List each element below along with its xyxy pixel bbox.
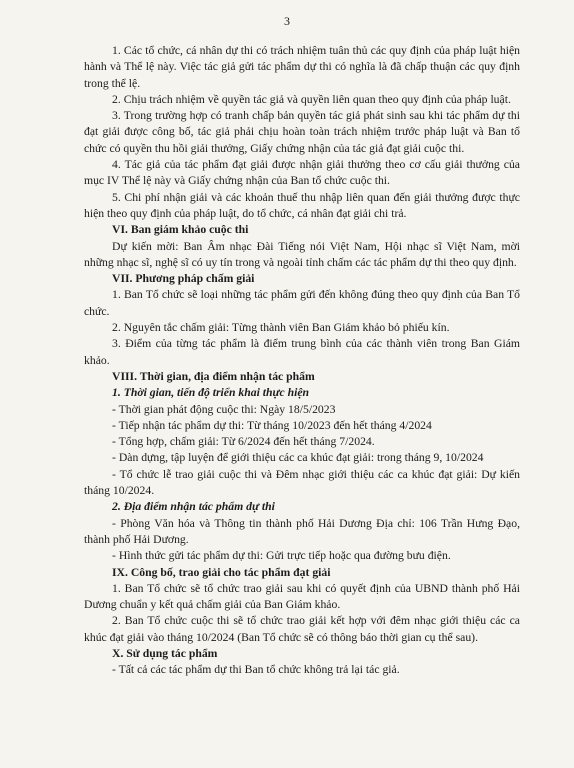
paragraph: - Tổ chức lễ trao giải cuộc thi và Đêm nhạc giới thiệu các ca khúc đạt giải: Dự kiến tháng 10/2024. (84, 467, 520, 498)
section-heading: VII. Phương pháp chấm giải (112, 272, 255, 286)
section-heading: X. Sử dụng tác phẩm (112, 646, 218, 660)
paragraph: 1. Ban Tổ chức sẽ tổ chức trao giải sau khi có quyết định của UBND thành phố Hải Dương chuẩn y kết quả chấm giải của Ban Giám khảo. (84, 581, 520, 612)
paragraph: 2. Chịu trách nhiệm về quyền tác giả và quyền liên quan theo quy định của pháp luật. (112, 92, 511, 106)
paragraph: 3. Điểm của từng tác phẩm là điểm trung bình của các thành viên trong Ban Giám khảo. (84, 337, 520, 367)
paragraph: - Thời gian phát động cuộc thi: Ngày 18/5/2023 (112, 402, 336, 416)
paragraph: Dự kiến mời: Ban Âm nhạc Đài Tiếng nói Việt Nam, Hội nhạc sĩ Việt Nam, mời những nhạc sĩ, nghệ sĩ có uy tín trong và ngoài tỉnh chấm các tác phẩm dự thi theo quy định. (84, 239, 520, 269)
document-body (84, 43, 520, 679)
paragraph: 5. Chi phí nhận giải và các khoản thuế thu nhập liên quan đến giải thưởng được thực hiện theo quy định của pháp luật, do tổ chức, cá nhân đạt giải chi trả. (84, 190, 520, 220)
paragraph: - Tất cả các tác phẩm dự thi Ban tổ chức không trả lại tác giả. (112, 663, 400, 677)
section-heading: VI. Ban giám khảo cuộc thi (112, 223, 249, 237)
section-heading: IX. Công bố, trao giải cho tác phẩm đạt giải (112, 565, 331, 579)
paragraph: - Phòng Văn hóa và Thông tin thành phố Hải Dương Địa chỉ: 106 Trần Hưng Đạo, thành phố Hải Dương. (84, 516, 520, 546)
paragraph: 1. Ban Tổ chức sẽ loại những tác phẩm gửi đến không đúng theo quy định của Ban Tổ chức. (84, 288, 520, 318)
paragraph: 2. Ban Tổ chức cuộc thi sẽ tổ chức trao giải kết hợp với đêm nhạc giới thiệu các ca khúc đạt giải vào tháng 10/2024 (Ban Tổ chức sẽ có thông báo thời gian cụ thể sau). (84, 614, 520, 644)
paragraph: - Tiếp nhận tác phẩm dự thi: Từ tháng 10/2023 đến hết tháng 4/2024 (112, 418, 432, 432)
paragraph: - Hình thức gửi tác phẩm dự thi: Gửi trực tiếp hoặc qua đường bưu điện. (112, 549, 451, 563)
paragraph: 4. Tác giả của tác phẩm đạt giải được nhận giải thưởng theo cơ cấu giải thưởng của mục IV Thể lệ này và Giấy chứng nhận của Ban tổ chức cuộc thi. (84, 158, 520, 188)
section-heading: VIII. Thời gian, địa điểm nhận tác phẩm (112, 369, 315, 383)
paragraph: 2. Nguyên tắc chấm giải: Từng thành viên Ban Giám khảo bỏ phiếu kín. (112, 321, 450, 335)
paragraph: - Tổng hợp, chấm giải: Từ 6/2024 đến hết tháng 7/2024. (112, 435, 375, 449)
subsection-heading: 1. Thời gian, tiến độ triển khai thực hiện (112, 386, 310, 400)
subsection-heading: 2. Địa điểm nhận tác phẩm dự thi (112, 500, 275, 514)
page-number: 3 (284, 14, 290, 28)
paragraph: 1. Các tổ chức, cá nhân dự thi có trách nhiệm tuân thủ các quy định của pháp luật hiện hành và Thể lệ này. Việc tác giả gửi tác phẩm dự thi có nghĩa là đã chấp thuận các quy định trong thể lệ. (84, 44, 520, 90)
paragraph: - Dàn dựng, tập luyện để giới thiệu các ca khúc đạt giải: trong tháng 9, 10/2024 (112, 451, 484, 465)
paragraph: 3. Trong trường hợp có tranh chấp bản quyền tác giả phát sinh sau khi tác phẩm dự thi đạt giải được công bố, tác giả phải chịu hoàn toàn trách nhiệm trước pháp luật và Ban tổ chức có quyền thu hồi giải thưởng, Giấy chứng nhận của tác giả đạt giải cuộc thi. (84, 109, 520, 155)
